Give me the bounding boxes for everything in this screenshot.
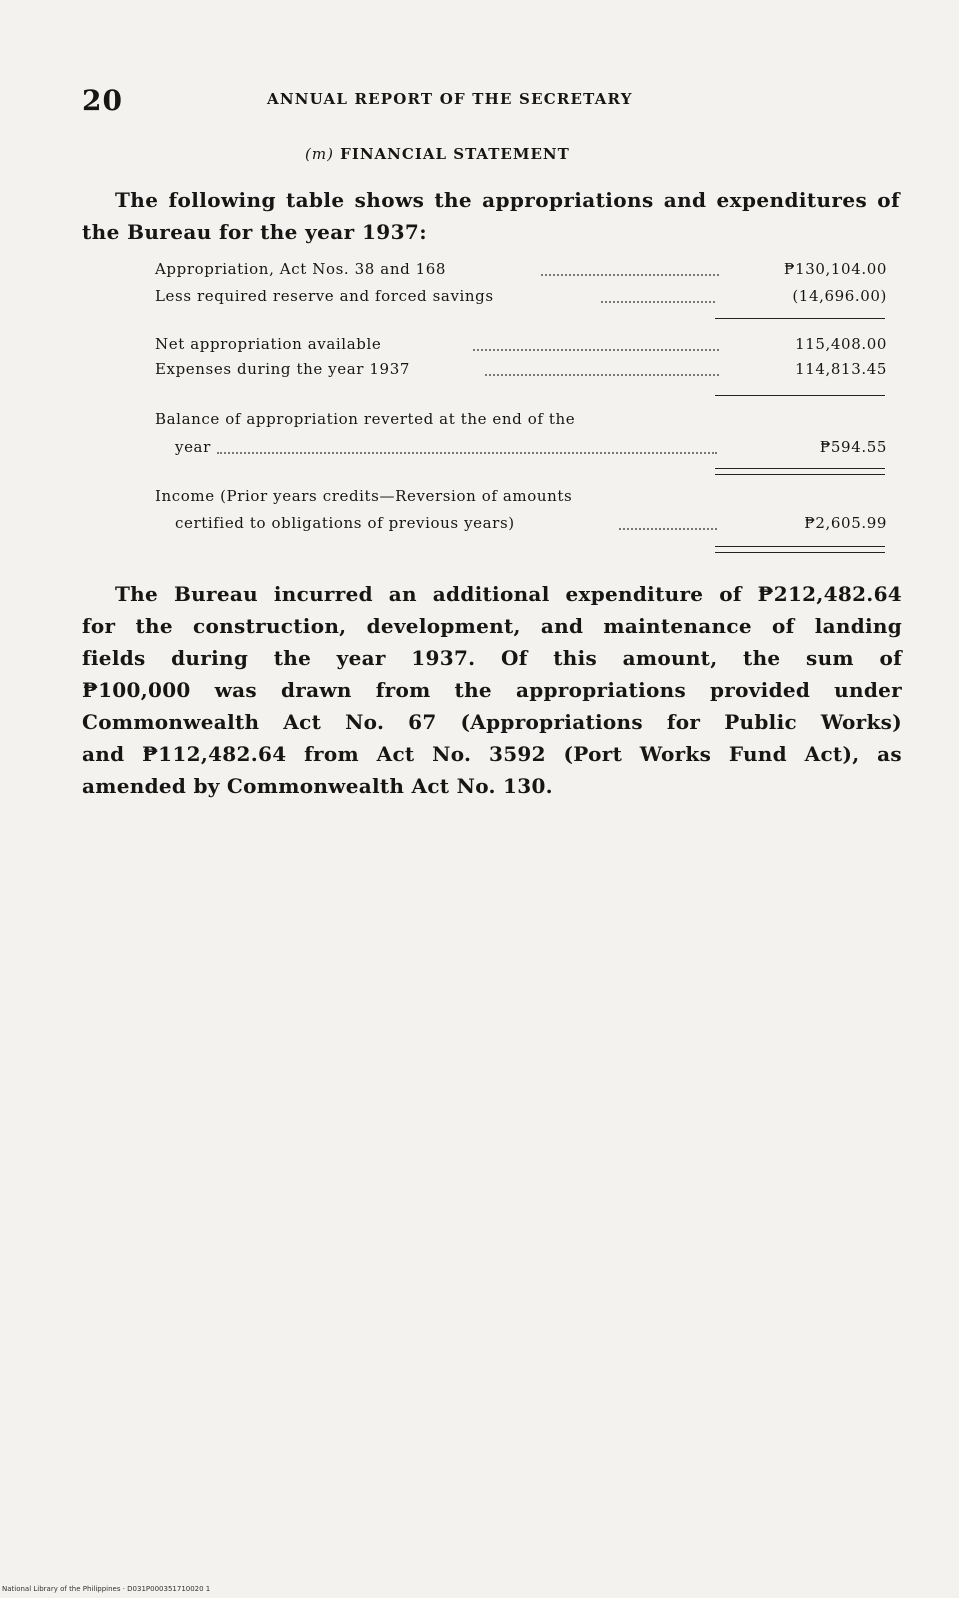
section-title: FINANCIAL STATEMENT	[340, 145, 570, 163]
paragraph-line: and ₱112,482.64 from Act No. 3592 (Port Works Fund Act), as	[82, 742, 902, 766]
paragraph-line: Commonwealth Act No. 67 (Appropriations for Public Works)	[82, 710, 902, 734]
ledger-label: Income (Prior years credits—Reversion of amounts	[155, 487, 573, 505]
section-heading	[305, 145, 570, 163]
ledger-amount: 114,813.45	[795, 360, 887, 378]
dot-leader	[601, 301, 715, 303]
dot-leader	[217, 452, 717, 454]
total-double-rule	[715, 468, 885, 475]
paragraph-line: ₱100,000 was drawn from the appropriations provided under	[82, 678, 902, 702]
paragraph-line: fields during the year 1937. Of this amount, the sum of	[82, 646, 902, 670]
ledger-row	[155, 436, 897, 463]
ledger-label: Less required reserve and forced savings	[155, 287, 494, 305]
ledger-amount: ₱594.55	[819, 438, 887, 456]
ledger-label: Net appropriation available	[155, 335, 382, 353]
running-title: ANNUAL REPORT OF THE SECRETARY	[267, 90, 633, 108]
ledger-amount: (14,696.00)	[792, 287, 887, 305]
body-paragraph	[82, 578, 902, 802]
ledger-row	[155, 285, 897, 312]
ledger-label: year	[175, 438, 211, 456]
ledger-label: Balance of appropriation reverted at the end of the	[155, 410, 576, 428]
ledger-row	[155, 512, 897, 539]
subtotal-rule	[715, 318, 885, 319]
ledger-amount: ₱130,104.00	[783, 260, 887, 278]
scan-credit: National Library of the Philippines · D031P000351710020 1	[2, 1585, 211, 1593]
ledger-row	[155, 358, 897, 385]
ledger-amount: ₱2,605.99	[804, 514, 887, 532]
ledger-row	[155, 258, 897, 285]
ledger-row	[155, 333, 897, 360]
ledger-row	[155, 485, 897, 512]
dot-leader	[485, 374, 719, 376]
subtotal-rule	[715, 395, 885, 396]
ledger-label: Appropriation, Act Nos. 38 and 168	[155, 260, 447, 278]
dot-leader	[541, 274, 719, 276]
section-marker: (m)	[305, 145, 334, 163]
ledger-row	[155, 408, 897, 435]
paragraph-line: for the construction, development, and maintenance of landing	[82, 614, 902, 638]
dot-leader	[473, 349, 719, 351]
dot-leader	[619, 528, 717, 530]
page-number: 20	[82, 84, 123, 117]
paragraph-line: amended by Commonwealth Act No. 130.	[82, 774, 553, 798]
page-header	[82, 84, 902, 124]
ledger-amount: 115,408.00	[795, 335, 887, 353]
ledger-label: certified to obligations of previous years)	[175, 514, 515, 532]
paragraph-line: The Bureau incurred an additional expenditure of ₱212,482.64	[115, 582, 902, 606]
total-double-rule	[715, 546, 885, 553]
intro-paragraph: The following table shows the appropriations and expenditures of the Bureau for the year 1937:	[82, 188, 900, 244]
ledger-label: Expenses during the year 1937	[155, 360, 410, 378]
